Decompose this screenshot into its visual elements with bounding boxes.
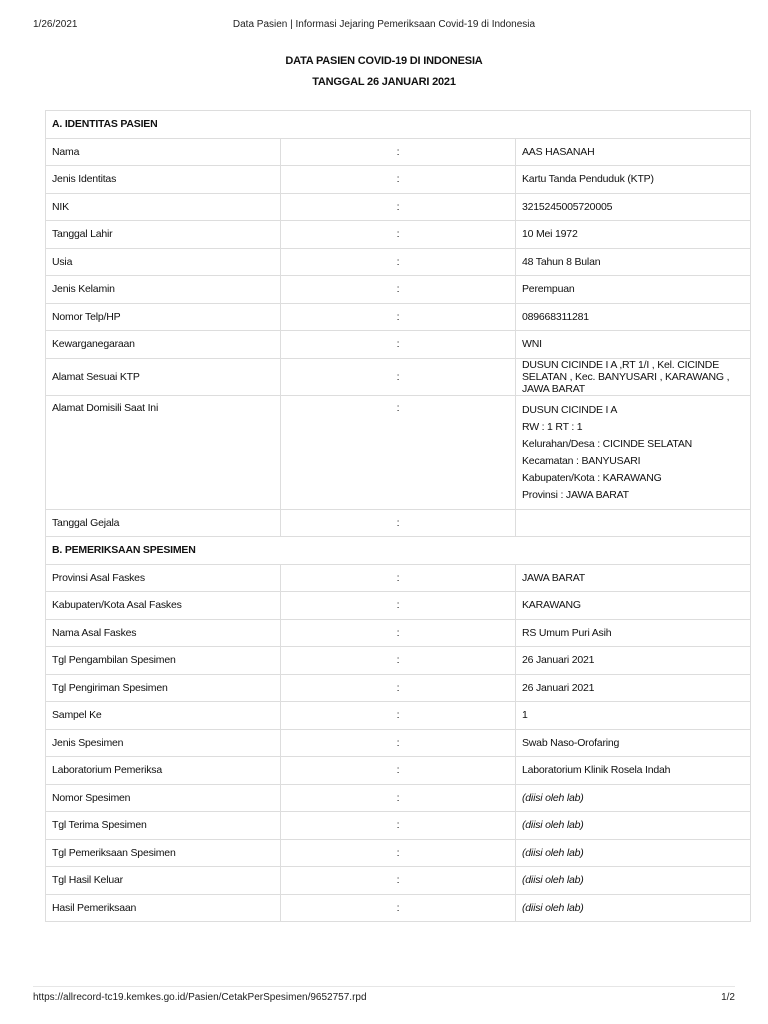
print-footer bbox=[33, 992, 735, 1006]
field-label: Jenis Spesimen bbox=[46, 729, 281, 757]
domicile-line: DUSUN CICINDE I A bbox=[522, 403, 618, 416]
field-label: Tgl Pengambilan Spesimen bbox=[46, 647, 281, 675]
field-separator: : bbox=[281, 894, 516, 922]
section-b-heading: B. PEMERIKSAAN SPESIMEN bbox=[46, 537, 751, 565]
field-label: Alamat Sesuai KTP bbox=[46, 358, 281, 395]
page-number: 1/2 bbox=[721, 992, 735, 1003]
field-value-hasil-pemeriksaan: (diisi oleh lab) bbox=[516, 894, 751, 922]
field-value-kabupaten-faskes: KARAWANG bbox=[516, 592, 751, 620]
field-value-jenis-kelamin: Perempuan bbox=[516, 276, 751, 304]
field-value-jenis-identitas: Kartu Tanda Penduduk (KTP) bbox=[516, 166, 751, 194]
field-label: Tanggal Lahir bbox=[46, 221, 281, 249]
field-label: Nama Asal Faskes bbox=[46, 619, 281, 647]
field-value-nik: 3215245005720005 bbox=[516, 193, 751, 221]
field-value-nama: AAS HASANAH bbox=[516, 138, 751, 166]
field-value-provinsi-faskes: JAWA BARAT bbox=[516, 564, 751, 592]
table-row bbox=[46, 619, 751, 647]
field-separator: : bbox=[281, 564, 516, 592]
field-separator: : bbox=[281, 193, 516, 221]
table-row bbox=[46, 276, 751, 304]
field-separator: : bbox=[281, 702, 516, 730]
table-row bbox=[46, 564, 751, 592]
field-value-tgl-pemeriksaan: (diisi oleh lab) bbox=[516, 839, 751, 867]
field-separator: : bbox=[281, 757, 516, 785]
field-label: Jenis Kelamin bbox=[46, 276, 281, 304]
field-separator: : bbox=[281, 784, 516, 812]
field-value-kewarganegaraan: WNI bbox=[516, 331, 751, 359]
field-label: Tgl Pemeriksaan Spesimen bbox=[46, 839, 281, 867]
table-row bbox=[46, 166, 751, 194]
field-separator: : bbox=[281, 812, 516, 840]
field-label: Tanggal Gejala bbox=[46, 509, 281, 537]
table-row bbox=[46, 193, 751, 221]
field-value-alamat-domisili bbox=[516, 395, 751, 509]
field-value-jenis-spesimen: Swab Naso-Orofaring bbox=[516, 729, 751, 757]
table-row bbox=[46, 784, 751, 812]
field-separator: : bbox=[281, 358, 516, 395]
table-row bbox=[46, 221, 751, 249]
domicile-line: Kabupaten/Kota : KARAWANG bbox=[522, 471, 662, 484]
table-row bbox=[46, 812, 751, 840]
page-url[interactable]: https://allrecord-tc19.kemkes.go.id/Pasien/CetakPerSpesimen/9652757.rpd bbox=[33, 992, 367, 1003]
field-label: Provinsi Asal Faskes bbox=[46, 564, 281, 592]
field-label: Alamat Domisili Saat Ini bbox=[46, 395, 281, 509]
field-separator: : bbox=[281, 166, 516, 194]
table-row bbox=[46, 358, 751, 395]
table-row bbox=[46, 894, 751, 922]
table-row bbox=[46, 395, 751, 509]
field-separator: : bbox=[281, 303, 516, 331]
field-value-tanggal-gejala bbox=[516, 509, 751, 537]
footer-divider bbox=[33, 986, 735, 987]
patient-data-table bbox=[45, 110, 751, 922]
table-row bbox=[46, 729, 751, 757]
section-a-header-row bbox=[46, 111, 751, 139]
field-value-tgl-hasil: (diisi oleh lab) bbox=[516, 867, 751, 895]
table-row bbox=[46, 331, 751, 359]
field-label: Tgl Terima Spesimen bbox=[46, 812, 281, 840]
field-separator: : bbox=[281, 674, 516, 702]
field-value-tgl-pengiriman: 26 Januari 2021 bbox=[516, 674, 751, 702]
field-value-nomor-telp: 089668311281 bbox=[516, 303, 751, 331]
field-label: Nama bbox=[46, 138, 281, 166]
field-separator: : bbox=[281, 248, 516, 276]
print-date: 1/26/2021 bbox=[33, 19, 78, 30]
field-value-alamat-ktp: DUSUN CICINDE I A ,RT 1/I , Kel. CICINDE SELATAN , Kec. BANYUSARI , KARAWANG , JAWA BARAT bbox=[516, 358, 751, 395]
field-label: NIK bbox=[46, 193, 281, 221]
field-separator: : bbox=[281, 619, 516, 647]
field-label: Nomor Spesimen bbox=[46, 784, 281, 812]
field-label: Sampel Ke bbox=[46, 702, 281, 730]
field-label: Kabupaten/Kota Asal Faskes bbox=[46, 592, 281, 620]
document-title bbox=[0, 51, 768, 93]
table-row bbox=[46, 303, 751, 331]
table-row bbox=[46, 757, 751, 785]
field-label: Nomor Telp/HP bbox=[46, 303, 281, 331]
field-separator: : bbox=[281, 867, 516, 895]
document-title-line-1: DATA PASIEN COVID-19 DI INDONESIA bbox=[285, 55, 483, 67]
table-row bbox=[46, 248, 751, 276]
section-b-header-row bbox=[46, 537, 751, 565]
field-separator: : bbox=[281, 509, 516, 537]
field-label: Kewarganegaraan bbox=[46, 331, 281, 359]
field-label: Hasil Pemeriksaan bbox=[46, 894, 281, 922]
domicile-line: Kecamatan : BANYUSARI bbox=[522, 454, 641, 467]
table-row bbox=[46, 509, 751, 537]
table-row bbox=[46, 867, 751, 895]
table-row bbox=[46, 674, 751, 702]
print-page-title: Data Pasien | Informasi Jejaring Pemeriksaan Covid-19 di Indonesia bbox=[232, 19, 536, 30]
field-separator: : bbox=[281, 138, 516, 166]
field-value-sampel-ke: 1 bbox=[516, 702, 751, 730]
table-row bbox=[46, 702, 751, 730]
field-value-usia: 48 Tahun 8 Bulan bbox=[516, 248, 751, 276]
domicile-line: Kelurahan/Desa : CICINDE SELATAN bbox=[522, 437, 693, 450]
field-separator: : bbox=[281, 395, 516, 509]
field-label: Usia bbox=[46, 248, 281, 276]
table-row bbox=[46, 839, 751, 867]
field-label: Laboratorium Pemeriksa bbox=[46, 757, 281, 785]
table-row bbox=[46, 647, 751, 675]
table-row bbox=[46, 592, 751, 620]
field-separator: : bbox=[281, 729, 516, 757]
field-value-tgl-pengambilan: 26 Januari 2021 bbox=[516, 647, 751, 675]
domicile-line: Provinsi : JAWA BARAT bbox=[522, 488, 629, 501]
table-row bbox=[46, 138, 751, 166]
field-label: Tgl Pengiriman Spesimen bbox=[46, 674, 281, 702]
field-value-nama-faskes: RS Umum Puri Asih bbox=[516, 619, 751, 647]
field-separator: : bbox=[281, 276, 516, 304]
domicile-line: RW : 1 RT : 1 bbox=[522, 420, 583, 433]
field-separator: : bbox=[281, 331, 516, 359]
section-a-heading: A. IDENTITAS PASIEN bbox=[46, 111, 751, 139]
print-header bbox=[33, 19, 735, 33]
field-value-tgl-terima: (diisi oleh lab) bbox=[516, 812, 751, 840]
field-separator: : bbox=[281, 647, 516, 675]
field-value-tanggal-lahir: 10 Mei 1972 bbox=[516, 221, 751, 249]
field-separator: : bbox=[281, 221, 516, 249]
document-title-line-2: TANGGAL 26 JANUARI 2021 bbox=[312, 76, 456, 88]
field-label: Tgl Hasil Keluar bbox=[46, 867, 281, 895]
field-separator: : bbox=[281, 592, 516, 620]
field-separator: : bbox=[281, 839, 516, 867]
field-label: Jenis Identitas bbox=[46, 166, 281, 194]
field-value-laboratorium: Laboratorium Klinik Rosela Indah bbox=[516, 757, 751, 785]
field-value-nomor-spesimen: (diisi oleh lab) bbox=[516, 784, 751, 812]
